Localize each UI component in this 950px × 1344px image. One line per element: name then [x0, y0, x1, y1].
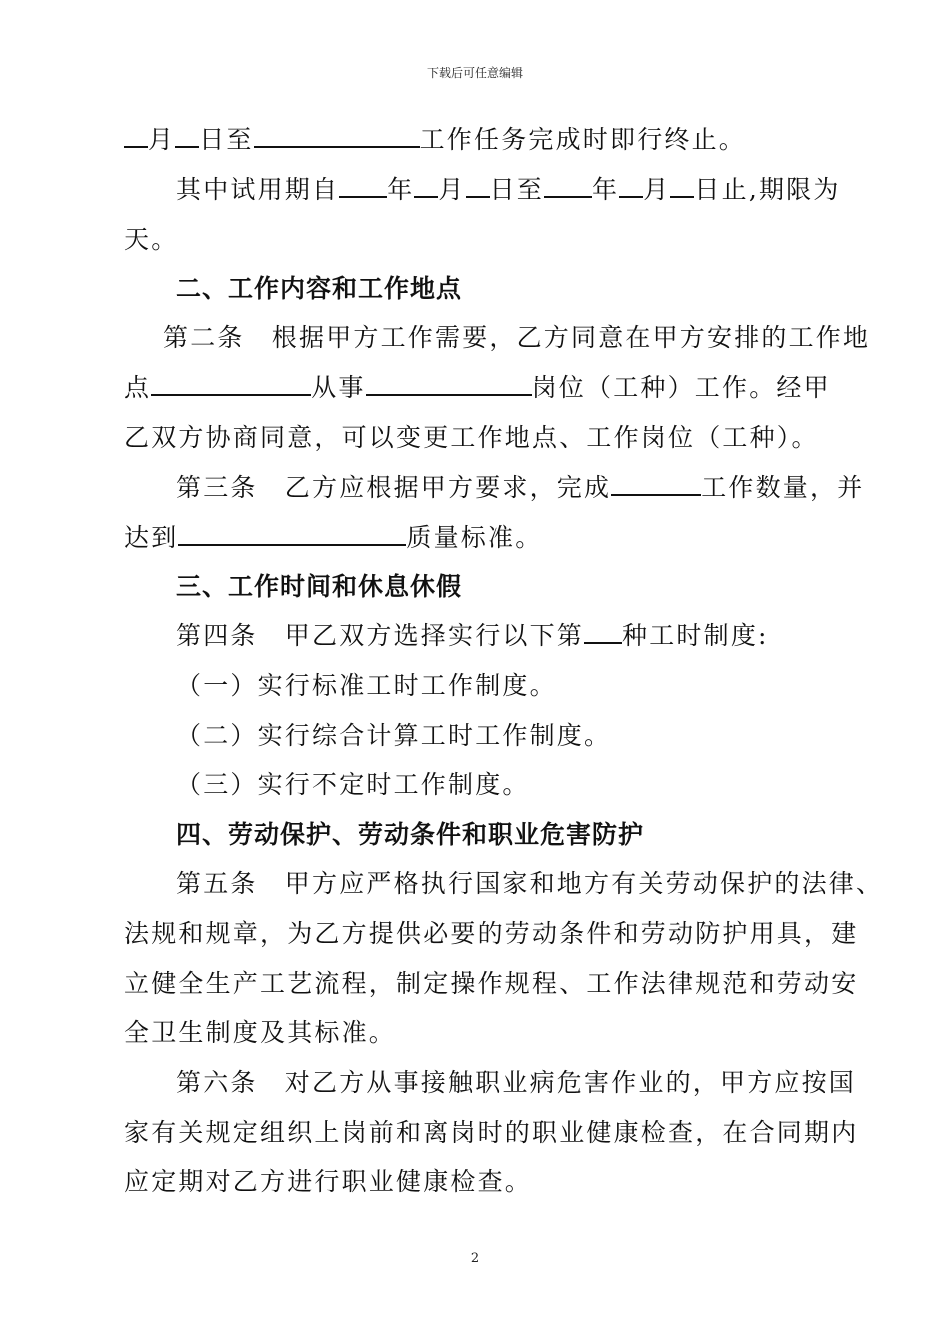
text-line: 法规和规章，为乙方提供必要的劳动条件和劳动防护用具，建: [124, 919, 859, 948]
text-line: 天。: [124, 225, 179, 254]
fill-blank: [175, 126, 199, 148]
text-line: [176, 175, 841, 205]
fill-blank: [124, 126, 148, 148]
text-fragment: 工作数量，并: [701, 473, 865, 502]
section-heading: 三、工作时间和休息休假: [176, 572, 463, 601]
section-heading: 二、工作内容和工作地点: [176, 274, 463, 303]
option-item: （三）实行不定时工作制度。: [176, 770, 530, 799]
page-header: 下载后可任意编辑: [426, 66, 523, 80]
text-fragment: 点: [124, 373, 152, 402]
fill-blank: [670, 176, 694, 198]
text-line: [124, 523, 542, 553]
fill-blank: [544, 176, 592, 198]
text-fragment: 岗位（工种）工作。经甲: [531, 373, 831, 402]
text-line: 应定期对乙方进行职业健康检查。: [124, 1167, 533, 1196]
text-fragment: 年: [592, 175, 620, 204]
page-number: 2: [470, 1251, 480, 1266]
option-item: （一）实行标准工时工作制度。: [176, 671, 557, 700]
option-item: （二）实行综合计算工时工作制度。: [176, 721, 612, 750]
text-line: 立健全生产工艺流程，制定操作规程、工作法律规范和劳动安: [124, 969, 859, 998]
fill-blank: [466, 176, 490, 198]
fill-blank: [366, 374, 532, 396]
text-line: 全卫生制度及其标准。: [124, 1018, 397, 1047]
text-fragment: 第三条 乙方应根据甲方要求，完成: [176, 473, 612, 502]
fill-blank: [151, 374, 311, 396]
text-line: 第二条 根据甲方工作需要，乙方同意在甲方安排的工作地: [163, 323, 871, 352]
text-fragment: 工作任务完成时即行终止。: [419, 125, 747, 154]
text-fragment: 从事: [311, 373, 366, 402]
text-fragment: 第四条 甲乙双方选择实行以下第: [176, 621, 585, 650]
text-fragment: 月: [643, 175, 671, 204]
text-fragment: 日至: [489, 175, 545, 204]
fill-blank: [339, 176, 387, 198]
fill-blank: [414, 176, 438, 198]
text-line: 第五条 甲方应严格执行国家和地方有关劳动保护的法律、: [176, 869, 884, 898]
text-line: [124, 125, 746, 155]
text-line: [176, 621, 769, 651]
text-line: [176, 473, 864, 503]
section-heading: 四、劳动保护、劳动条件和职业危害防护: [176, 820, 645, 849]
text-line: 第六条 对乙方从事接触职业病危害作业的，甲方应按国: [176, 1068, 857, 1097]
text-fragment: 达到: [124, 523, 179, 552]
fill-blank: [611, 474, 701, 496]
text-fragment: 日至: [199, 125, 254, 154]
text-fragment: 日止,期限为: [694, 175, 841, 204]
text-fragment: 质量标准。: [406, 523, 543, 552]
fill-blank: [178, 524, 406, 546]
text-line: [124, 373, 831, 403]
text-fragment: 月: [438, 175, 466, 204]
text-fragment: 月: [148, 125, 176, 154]
text-line: 乙双方协商同意，可以变更工作地点、工作岗位（工种）。: [124, 423, 819, 452]
text-fragment: 其中试用期自: [176, 175, 340, 204]
text-line: 家有关规定组织上岗前和离岗时的职业健康检查，在合同期内: [124, 1118, 859, 1147]
fill-blank: [619, 176, 643, 198]
fill-blank: [584, 622, 622, 644]
text-fragment: 年: [387, 175, 415, 204]
text-fragment: 种工时制度:: [622, 621, 769, 650]
fill-blank: [254, 126, 420, 148]
